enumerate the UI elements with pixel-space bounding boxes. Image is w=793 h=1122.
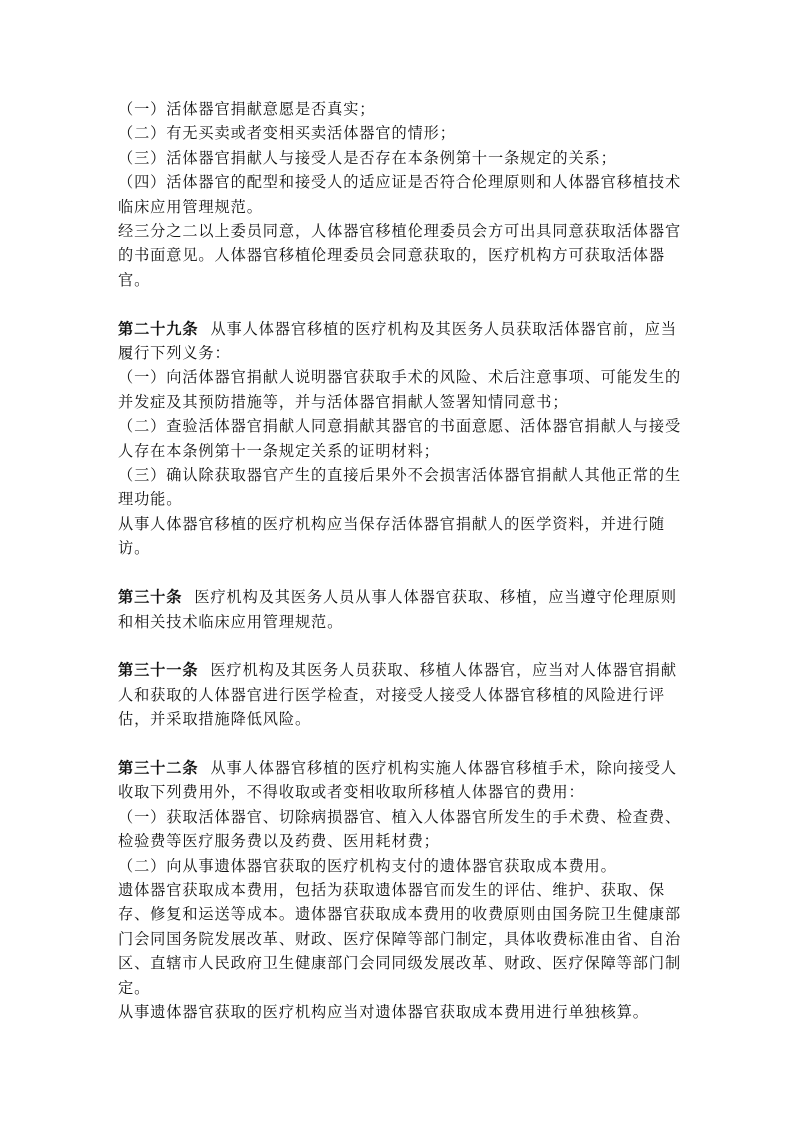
article-text: 医疗机构及其医务人员获取、移植人体器官，应当对人体器官捐献人和获取的人体器官进行医学检查，对接受人接受人体器官移植的风险进行评估，并采取措施降低风险。 xyxy=(118,661,677,729)
article-title: 第三十一条 xyxy=(118,661,199,680)
body-paragraph: 从事遗体器官获取的医疗机构应当对遗体器官获取成本费用进行单独核算。 xyxy=(118,1002,649,1021)
body-paragraph: 经三分之二以上委员同意，人体器官移植伦理委员会方可出具同意获取活体器官的书面意见。人体器官移植伦理委员会同意获取的，医疗机构方可获取活体器官。 xyxy=(118,222,682,289)
item-paragraph: （二）查验活体器官捐献人同意捐献其器官的书面意愿、活体器官捐献人与接受人存在本条例第十一条规定关系的证明材料； xyxy=(118,417,682,460)
article-title: 第二十九条 xyxy=(118,319,199,338)
item-paragraph: （二）向从事遗体器官获取的医疗机构支付的遗体器官获取成本费用。 xyxy=(118,856,617,875)
article-30 xyxy=(118,585,684,634)
body-paragraph: 从事人体器官移植的医疗机构应当保存活体器官捐献人的医学资料，并进行随访。 xyxy=(118,514,665,558)
article-text: 从事人体器官移植的医疗机构实施人体器官移植手术，除向接受人收取下列费用外，不得收取或者变相收取所移植人体器官的费用： xyxy=(118,758,677,802)
article-title: 第三十二条 xyxy=(118,758,199,777)
item-paragraph: （一）活体器官捐献意愿是否真实； xyxy=(118,100,376,118)
article-text: 从事人体器官移植的医疗机构及其医务人员获取活体器官前，应当履行下列义务： xyxy=(118,319,677,363)
item-paragraph: （四）活体器官的配型和接受人的适应证是否符合伦理原则和人体器官移植技术临床应用管理规范。 xyxy=(118,173,682,216)
item-paragraph: （一）获取活体器官、切除病损器官、植入人体器官所发生的手术费、检查费、检验费等医疗服务费以及药费、医用耗材费； xyxy=(118,807,682,851)
item-paragraph: （三）确认除获取器官产生的直接后果外不会损害活体器官捐献人其他正常的生理功能。 xyxy=(118,466,682,509)
article-29 xyxy=(118,317,684,366)
article-31 xyxy=(118,658,684,731)
body-paragraph: 遗体器官获取成本费用，包括为获取遗体器官而发生的评估、维护、获取、保存、修复和运送等成本。遗体器官获取成本费用的收费原则由国务院卫生健康部门会同国务院发展改革、财政、医疗保障等部门制定，具体收费标准由省、自治区、直辖市人民政府卫生健康部门会同同级发展改革、财政、医疗保障等部门制定。 xyxy=(118,880,682,997)
article-title: 第三十条 xyxy=(118,588,183,607)
item-paragraph: （二）有无买卖或者变相买卖活体器官的情形； xyxy=(118,124,456,143)
paragraph-gap xyxy=(118,634,684,658)
item-paragraph: （三）活体器官捐献人与接受人是否存在本条例第十一条规定的关系； xyxy=(118,148,617,167)
paragraph-gap xyxy=(118,561,684,585)
paragraph-gap xyxy=(118,292,684,316)
paragraph-gap xyxy=(118,732,684,756)
article-text: 医疗机构及其医务人员从事人体器官获取、移植，应当遵守伦理原则和相关技术临床应用管理规范。 xyxy=(118,588,677,631)
article-32 xyxy=(118,756,684,805)
document-page xyxy=(118,97,684,1024)
item-paragraph: （一）向活体器官捐献人说明器官获取手术的风险、术后注意事项、可能发生的并发症及其预防措施等，并与活体器官捐献人签署知情同意书； xyxy=(118,368,682,411)
